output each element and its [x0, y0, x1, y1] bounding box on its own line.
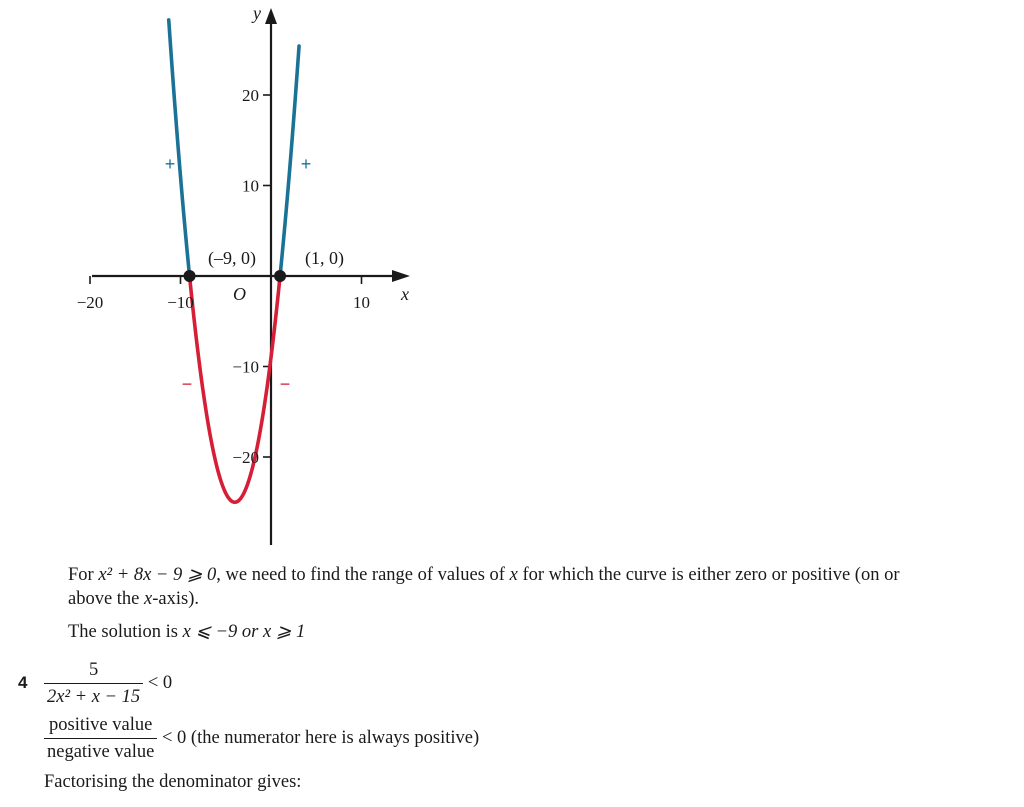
word-fraction-line: $\frac{\text{positive value}}{\text{negative value}}$ < 0 (the numerator here is always positive)	[44, 713, 479, 764]
factorising-line: Factorising the denominator gives:	[44, 772, 302, 792]
x-axis-label: x	[401, 284, 409, 304]
question-number: 4	[18, 673, 28, 692]
fraction-positive-over-negative: $\frac{\text{positive value}}{\text{negative value}}$	[44, 713, 157, 764]
paragraph-condition: For x² + 8x − 9 ⩾ 0, we need to find the range of values of x for which the curve is either zero or positive (on or above the x-axis).	[68, 565, 900, 609]
graph-labels	[77, 3, 409, 467]
y-tick-label: −20	[232, 448, 259, 467]
paragraph-solution: The solution is x ⩽ −9 or x ⩾ 1	[68, 622, 306, 642]
intercept-point	[274, 270, 286, 282]
curve-segment-3	[280, 46, 299, 276]
sign-marker: −	[279, 374, 291, 394]
x-axis-arrow	[392, 270, 410, 282]
x-tick-label: −10	[167, 293, 194, 312]
x-tick-label: −20	[76, 293, 104, 312]
fraction-5-over-quadratic: $\frac{5}{\text{2x² + x − 15}}$	[44, 658, 143, 709]
intercept-point	[184, 270, 196, 282]
x-tick-label: 10	[353, 293, 370, 312]
intercept-label: (1, 0)	[305, 248, 344, 268]
curve-segment-1	[169, 20, 190, 276]
sign-marker: +	[164, 154, 176, 174]
origin-label: O	[233, 284, 246, 304]
sign-marker: +	[300, 154, 312, 174]
y-tick-label: 20	[242, 86, 259, 105]
y-tick-label: 10	[242, 176, 259, 196]
y-axis-arrow	[265, 8, 277, 24]
y-tick-label: −10	[232, 357, 259, 377]
question-inequality: $\frac{5}{\text{2x² + x − 15}}$ < 0	[44, 658, 172, 709]
y-axis-label: y	[253, 3, 261, 23]
curve-segment-2	[190, 276, 280, 502]
intercept-label: (–9, 0)	[208, 248, 256, 268]
sign-marker: −	[181, 374, 193, 394]
